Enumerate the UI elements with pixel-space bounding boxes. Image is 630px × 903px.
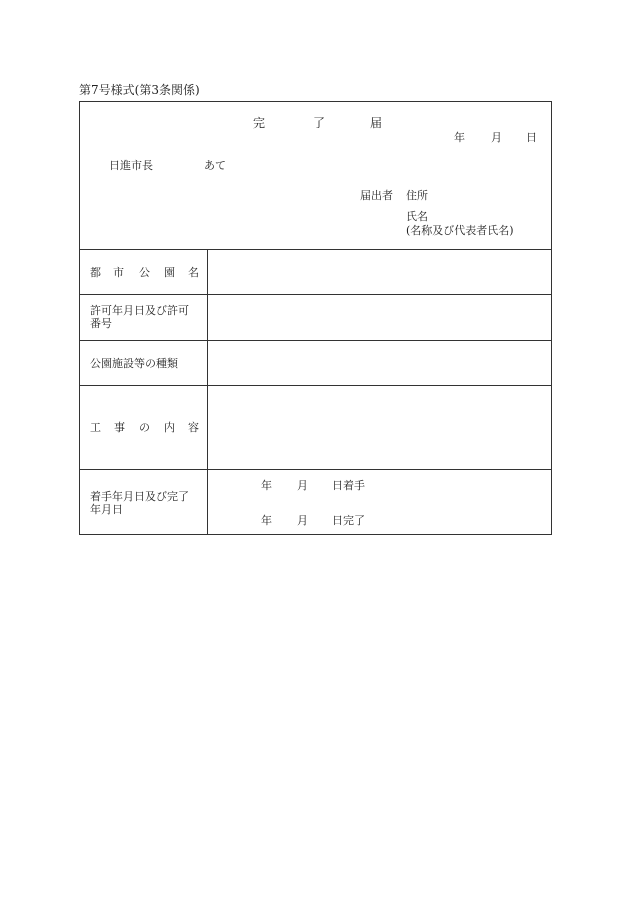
- park-name-row: [80, 250, 551, 295]
- start-month-label: 月: [297, 479, 308, 492]
- label-text: 公園施設等の種類: [90, 357, 178, 370]
- work-content-row: [80, 386, 551, 470]
- label-line-1: 着手年月日及び完了: [90, 490, 189, 503]
- permit-label: [80, 295, 208, 340]
- form-number-label: 第7号様式(第3条関係): [79, 83, 200, 97]
- label-line-2: 番号: [90, 317, 112, 330]
- title-char-1: 完: [253, 116, 266, 130]
- label-char: 市: [113, 266, 124, 279]
- facility-type-row: [80, 341, 551, 386]
- label-char: の: [139, 421, 150, 434]
- work-content-value[interactable]: [208, 386, 551, 469]
- addressee-name: 日進市長: [109, 159, 153, 172]
- label-char: 事: [114, 421, 125, 434]
- label-char: 名: [188, 266, 199, 279]
- label-line-1: 許可年月日及び許可: [90, 304, 189, 317]
- permit-value[interactable]: [208, 295, 551, 340]
- label-line-2: 年月日: [90, 503, 123, 516]
- dates-row: [80, 470, 551, 534]
- title-char-2: 了: [313, 116, 326, 130]
- date-month-label: 月: [491, 131, 502, 144]
- addressee-suffix: あて: [204, 159, 226, 172]
- form-header: [80, 102, 551, 250]
- permit-row: [80, 295, 551, 341]
- end-year-label: 年: [261, 514, 272, 527]
- title-char-3: 届: [370, 116, 383, 130]
- facility-type-value[interactable]: [208, 341, 551, 385]
- park-name-label: [80, 250, 208, 294]
- label-char: 公: [139, 266, 150, 279]
- label-char: 容: [188, 421, 199, 434]
- completion-notice-form: [79, 101, 552, 535]
- date-day-label: 日: [526, 131, 537, 144]
- name-label: 氏名: [406, 210, 428, 223]
- label-char: 都: [90, 266, 101, 279]
- work-content-label: [80, 386, 208, 469]
- start-year-label: 年: [261, 479, 272, 492]
- date-year-label: 年: [454, 131, 465, 144]
- end-month-label: 月: [297, 514, 308, 527]
- park-name-value[interactable]: [208, 250, 551, 294]
- dates-label: [80, 470, 208, 534]
- applicant-label: 届出者: [360, 189, 393, 202]
- label-char: 工: [90, 421, 101, 434]
- dates-value[interactable]: [208, 470, 551, 534]
- name-note: (名称及び代表者氏名): [406, 224, 514, 237]
- address-label: 住所: [406, 189, 428, 202]
- start-day-label: 日着手: [332, 479, 365, 492]
- end-day-label: 日完了: [332, 514, 365, 527]
- label-char: 園: [164, 266, 175, 279]
- facility-type-label: [80, 341, 208, 385]
- label-char: 内: [164, 421, 175, 434]
